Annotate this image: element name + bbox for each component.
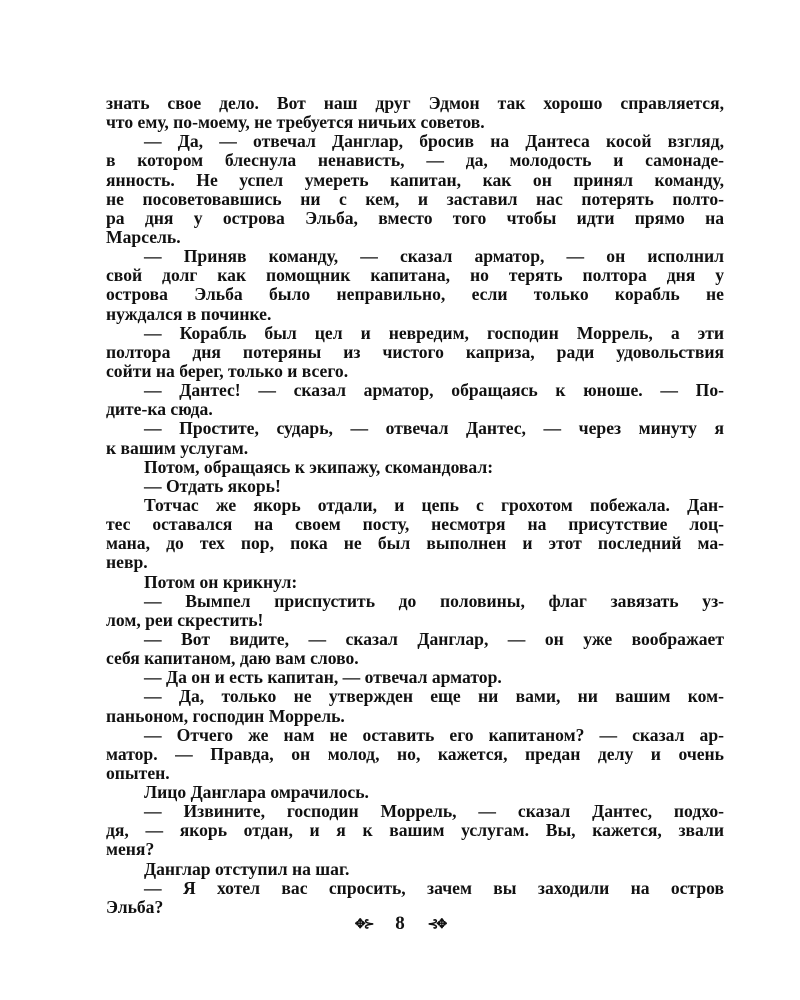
text-line: невр. <box>106 553 148 573</box>
text-line: — Да он и есть капитан, — отвечал арматор. <box>144 668 502 688</box>
text-line: Тотчас же якорь отдали, и цепь с грохотом побежала. Дан- <box>144 495 724 515</box>
ornament-left-icon: ✥⊱ <box>354 915 373 931</box>
text-line: — Отчего же нам не оставить его капитаном? — сказал ар- <box>144 725 724 745</box>
text-line: полтора дня потеряны из чистого каприза, ради удовольствия <box>106 342 724 362</box>
text-line: в котором блеснула ненависть, — да, молодость и самонаде- <box>106 151 724 171</box>
text-line: дя, — якорь отдан, и я к вашим услугам. Вы, кажется, звали <box>106 821 724 841</box>
text-line: знать свое дело. Вот наш друг Эдмон так хорошо справляется, <box>106 94 724 113</box>
text-line: к вашим услугам. <box>106 438 249 458</box>
text-line: — Приняв команду, — сказал арматор, — он исполнил <box>144 247 724 267</box>
text-line: свой долг как помощник капитана, но терять полтора дня у <box>106 266 724 286</box>
text-line: матор. — Правда, он молод, но, кажется, предан делу и очень <box>106 744 724 764</box>
text-line: мана, до тех пор, пока не был выполнен и этот последний ма- <box>106 534 724 554</box>
text-line: Марсель. <box>106 227 181 247</box>
text-line: ра дня у острова Эльба, вместо того чтобы идти прямо на <box>106 208 724 228</box>
text-line: лом, реи скрестить! <box>106 610 264 630</box>
text-line: Потом, обращаясь к экипажу, скомандовал: <box>144 457 494 477</box>
text-line: — Вот видите, — сказал Данглар, — он уже воображает <box>144 629 724 649</box>
text-line: Лицо Данглара омрачилось. <box>144 783 369 803</box>
text-line: тес оставался на своем посту, несмотря на присутствие лоц- <box>106 515 724 535</box>
text-line: опытен. <box>106 763 170 783</box>
ornament-right-icon: ⊰✥ <box>427 915 446 931</box>
text-line: — Извините, господин Моррель, — сказал Дантес, подхо- <box>144 802 724 822</box>
text-line: острова Эльба было неправильно, если только корабль не <box>106 285 724 305</box>
text-line: — Я хотел вас спросить, зачем вы заходили на остров <box>144 878 724 898</box>
page-number: 8 <box>395 912 405 934</box>
text-line: нуждался в починке. <box>106 304 272 324</box>
page-footer <box>0 911 800 935</box>
text-line: не посоветовавшись ни с кем, и заставил нас потерять полто- <box>106 189 724 209</box>
text-line: — Вымпел приспустить до половины, флаг завязать уз- <box>144 591 724 611</box>
text-line: Потом он крикнул: <box>144 572 298 592</box>
text-line: меня? <box>106 840 155 860</box>
text-line: что ему, по-моему, не требуется ничьих советов. <box>106 113 485 133</box>
text-line: — Корабль был цел и невредим, господин Моррель, а эти <box>144 323 724 343</box>
text-line: себя капитаном, даю вам слово. <box>106 649 359 669</box>
text-line: паньоном, господин Моррель. <box>106 706 345 726</box>
page-text <box>106 94 724 917</box>
text-line: сойти на берег, только и всего. <box>106 361 349 381</box>
text-line: — Дантес! — сказал арматор, обращаясь к юноше. — По- <box>144 381 724 401</box>
text-line: Эльба? <box>106 897 164 917</box>
text-line: янность. Не успел умереть капитан, как он принял команду, <box>106 170 724 190</box>
text-line: дите-ка сюда. <box>106 400 213 420</box>
text-line: — Да, — отвечал Данглар, бросив на Дантеса косой взгляд, <box>144 132 724 152</box>
text-line: — Да, только не утвержден еще ни вами, ни вашим ком- <box>144 687 724 707</box>
text-line: Данглар отступил на шаг. <box>144 859 350 879</box>
text-line: — Отдать якорь! <box>144 476 281 496</box>
text-line: — Простите, сударь, — отвечал Дантес, — через минуту я <box>144 419 724 439</box>
